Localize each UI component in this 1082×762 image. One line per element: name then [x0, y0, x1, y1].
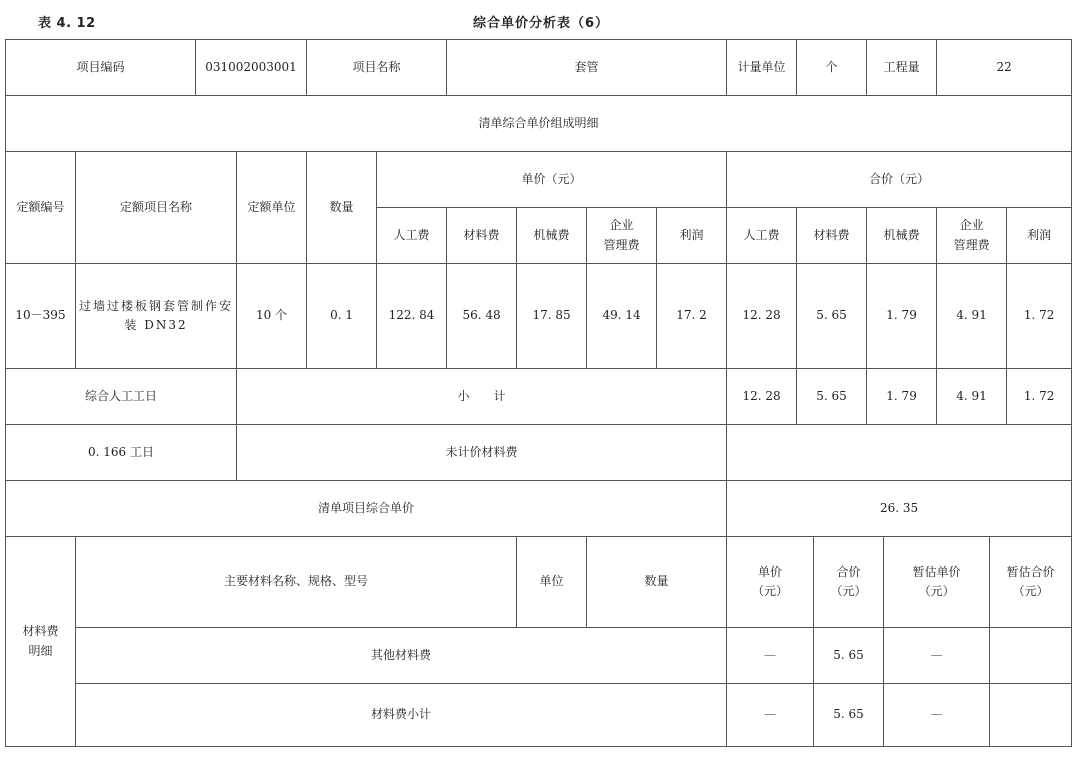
materials-col-total-price: [814, 537, 884, 628]
materials-row-unit-price: —: [727, 628, 814, 684]
detail-unit-machine: 17. 85: [517, 264, 587, 369]
detail-quota-no: 10－395: [6, 264, 76, 369]
detail-quantity: 0. 1: [307, 264, 377, 369]
composite-label: 清单项目综合单价: [6, 481, 727, 537]
name-value: 套管: [447, 40, 727, 96]
subtotal-label: 小 计: [237, 369, 727, 425]
col-unit-mgmt-line1: 企业: [609, 218, 634, 233]
col-quota-unit: 定额单位: [237, 152, 307, 264]
materials-col-est-total-price-line1: 暂估合价: [1006, 564, 1055, 579]
col-quota-no: 定额编号: [6, 152, 76, 264]
detail-total-profit: 1. 72: [1007, 264, 1072, 369]
unpriced-label: 未计价材料费: [237, 425, 727, 481]
detail-unit-profit: 17. 2: [657, 264, 727, 369]
detail-total-material: 5. 65: [797, 264, 867, 369]
materials-row-name: 其他材料费: [76, 628, 727, 684]
materials-col-est-total-price-line2: （元）: [1012, 584, 1049, 598]
col-total-mgmt-line1: 企业: [959, 218, 984, 233]
subtotal-labor: 12. 28: [727, 369, 797, 425]
materials-col-est-unit-price: [884, 537, 990, 628]
detail-total-mgmt: 4. 91: [937, 264, 1007, 369]
code-label: 项目编码: [6, 40, 196, 96]
materials-row-total-price: 5. 65: [814, 628, 884, 684]
materials-section-label-line1: 材料费: [22, 624, 59, 639]
table-title: 综合单价分析表（6）: [472, 16, 610, 31]
materials-col-unit-price-line1: 单价: [758, 564, 783, 579]
composite-row: [6, 481, 1072, 537]
unit-price-analysis-table: [5, 39, 1072, 747]
detail-quota-name: 过墙过楼板钢套管制作安装 DN32: [76, 264, 237, 369]
qty-value: 22: [937, 40, 1072, 96]
materials-row-est-total-price: [990, 628, 1072, 684]
col-total-mgmt-line2: 管理费: [953, 237, 990, 252]
materials-col-est-unit-price-line1: 暂估单价: [912, 564, 961, 579]
materials-section-label: [6, 537, 76, 747]
materials-subtotal-row: [6, 684, 1072, 747]
materials-row: [6, 628, 1072, 684]
materials-subtotal-est-total-price: [990, 684, 1072, 747]
unit-value: 个: [797, 40, 867, 96]
col-unit-profit: 利润: [657, 208, 727, 264]
subtotal-row: [6, 369, 1072, 425]
materials-subtotal-total-price: 5. 65: [814, 684, 884, 747]
materials-col-quantity: 数量: [587, 537, 727, 628]
col-total-profit: 利润: [1007, 208, 1072, 264]
col-unit-labor: 人工费: [377, 208, 447, 264]
col-total-material: 材料费: [797, 208, 867, 264]
subtotal-mgmt: 4. 91: [937, 369, 1007, 425]
col-total-machine: 机械费: [867, 208, 937, 264]
materials-subtotal-name: 材料费小计: [76, 684, 727, 747]
composite-value: 26. 35: [727, 481, 1072, 537]
labor-days-label: 综合人工工日: [6, 369, 237, 425]
detail-row: [6, 264, 1072, 369]
unpriced-row: [6, 425, 1072, 481]
materials-col-total-price-line2: （元）: [830, 584, 867, 598]
labor-days-value: 0. 166 工日: [6, 425, 237, 481]
col-unit-mgmt-line2: 管理费: [603, 237, 640, 252]
qty-label: 工程量: [867, 40, 937, 96]
materials-header-row: [6, 537, 1072, 628]
unpriced-value: [727, 425, 1072, 481]
subtotal-material: 5. 65: [797, 369, 867, 425]
table-caption: [0, 10, 1082, 34]
col-total-labor: 人工费: [727, 208, 797, 264]
materials-col-unit-price-line2: （元）: [752, 584, 789, 598]
col-quantity: 数量: [307, 152, 377, 264]
column-group-row: [6, 152, 1072, 208]
subtotal-machine: 1. 79: [867, 369, 937, 425]
materials-col-unit-price: [727, 537, 814, 628]
code-value: 031002003001: [196, 40, 307, 96]
col-quota-name: 定额项目名称: [76, 152, 237, 264]
col-unit-mgmt: [587, 208, 657, 264]
detail-total-labor: 12. 28: [727, 264, 797, 369]
materials-col-unit: 单位: [517, 537, 587, 628]
section-title-row: [6, 96, 1072, 152]
col-total-price-group: 合价（元）: [727, 152, 1072, 208]
name-label: 项目名称: [307, 40, 447, 96]
materials-row-est-unit-price: —: [884, 628, 990, 684]
section-title: 清单综合单价组成明细: [6, 96, 1072, 152]
materials-col-est-unit-price-line2: （元）: [918, 584, 955, 598]
materials-col-total-price-line1: 合价: [836, 564, 861, 579]
table-number: 表 4. 12: [38, 16, 96, 31]
detail-unit-mgmt: 49. 14: [587, 264, 657, 369]
materials-section-label-line2: 明细: [28, 643, 53, 658]
materials-subtotal-est-unit-price: —: [884, 684, 990, 747]
materials-col-est-total-price: [990, 537, 1072, 628]
col-unit-price-group: 单价（元）: [377, 152, 727, 208]
unit-label: 计量单位: [727, 40, 797, 96]
materials-col-name: 主要材料名称、规格、型号: [76, 537, 517, 628]
detail-total-machine: 1. 79: [867, 264, 937, 369]
col-unit-machine: 机械费: [517, 208, 587, 264]
header-row: [6, 40, 1072, 96]
subtotal-profit: 1. 72: [1007, 369, 1072, 425]
detail-quota-unit: 10 个: [237, 264, 307, 369]
col-total-mgmt: [937, 208, 1007, 264]
materials-subtotal-unit-price: —: [727, 684, 814, 747]
col-unit-material: 材料费: [447, 208, 517, 264]
detail-unit-labor: 122. 84: [377, 264, 447, 369]
detail-unit-material: 56. 48: [447, 264, 517, 369]
